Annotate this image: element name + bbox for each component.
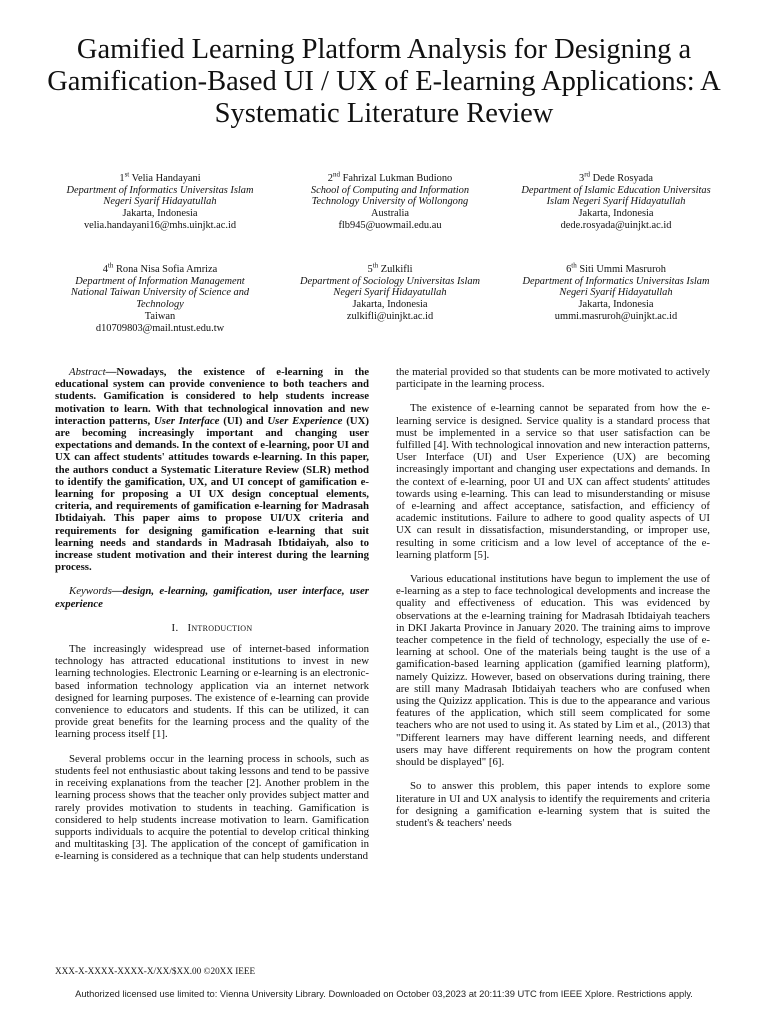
section-heading-introduction: I. Introduction — [171, 621, 253, 634]
author-location: Taiwan — [144, 310, 176, 322]
paragraph: The existence of e-learning cannot be separated from how the e-learning service is designed. Service quality is a standard process that must be implemented in a service so that user satisfaction can be fulfilled [4]. With technological innovation and new interaction patterns, User Interface (UI) and User Experience (UX) are becoming increasingly important and changing user expectations and demands. In the context of e-learning, poor UI and UX can affect students' attitudes towards using e-learning. This can lead to misunderstanding or misuse of e-learning and affect acceptance, satisfaction, and efficiency of academic institutions. Failure to adhere to good quality aspects of UI UX can result in dissatisfaction, misunderstanding, or improper use, resulting in some criticism and a low level of acceptance of the e-learning platform [5]. — [396, 402, 710, 561]
author-affiliation: School of Computing and Information Technology University of Wollongong — [310, 184, 470, 208]
author-location: Australia — [370, 208, 410, 220]
author-location: Jakarta, Indonesia — [122, 208, 198, 220]
author-affiliation: Department of Informatics Universitas Islam Negeri Syarif Hidayatullah — [522, 275, 710, 299]
author-email: d10709803@mail.ntust.edu.tw — [95, 322, 225, 334]
author-block-2: 2nd Fahrizal Lukman Budiono School of Computing and Information Technology University of Wollongong Australia flb945@uowmail.edu.au — [290, 173, 490, 232]
right-column — [396, 366, 710, 841]
author-email: flb945@uowmail.edu.au — [338, 219, 442, 231]
license-notice: Authorized licensed use limited to: Vienna University Library. Downloaded on October 03,2023 at 20:11:39 UTC from IEEE Xplore. Restrictions apply. — [75, 988, 693, 999]
author-affiliation: Department of Sociology Universitas Islam Negeri Syarif Hidayatullah — [299, 275, 481, 299]
abstract: Abstract—Nowadays, the existence of e-learning in the educational system can provide convenience to both teachers and students. Gamification is considered to help students increase motivation to learn. With that technological innovation and new interaction patterns, User Interface (UI) and User Experience (UX) are becoming increasingly important and changing user expectations and demands. In the context of e-learning, poor UI and UX can affect students' attitudes towards e-learning. In this paper, the authors conduct a Systematic Literature Review (SLR) method to identify the gamification, UX, and UI concept of gamification e-learning for proposing a UI UX design conceptual elements, criteria, and requirements of gamification e-learning for Madrasah Ibtidaiyah. This paper aims to propose UI/UX criteria and requirements for designing gamification e-learning that suit learning needs and standards in Madrasah Ibtidaiyah, also to increase student motivation and their interest during the learning process. — [55, 366, 369, 574]
paragraph: So to answer this problem, this paper intends to explore some literature in UI and UX analysis to identify the requirements and criteria for designing a gamification e-learning system that is suited the student's & teachers' needs — [396, 780, 710, 829]
author-email: zulkifli@uinjkt.ac.id — [346, 310, 434, 322]
author-name: Rona Nisa Sofia Amriza — [115, 264, 218, 275]
author-email: dede.rosyada@uinjkt.ac.id — [560, 219, 672, 231]
author-email: ummi.masruroh@uinjkt.ac.id — [554, 310, 678, 322]
paragraph: Several problems occur in the learning process in schools, such as students feel not enthusiastic about taking lessons and tend to be passive in receiving explanations from the teacher [2]. Another problem in the learning process shows that the teacher only provides subject matter and rarely provides motivation to students in teaching. Gamification is considered to help students increase motivation to learn. Gamification supports individuals to acquire the potential to develop critical thinking and multitasking [3]. The application of the concept of gamification in e-learning is considered as a technique that can help students understand — [55, 752, 369, 863]
author-name: Dede Rosyada — [592, 173, 653, 184]
paragraph: The increasingly widespread use of internet-based information technology has attracted educational institutions to invest in new learning technologies. Electronic Learning or e-learning is an electronic-based information technology application via an internet network designed for learning purposes. The existence of e-learning can provide convenience to educators and students. If this can be utilized, it can provide great benefits for the learning process and the quality of the learning process itself [1]. — [55, 643, 369, 741]
author-location: Jakarta, Indonesia — [578, 208, 654, 220]
author-name: Velia Handayani — [131, 173, 201, 184]
author-affiliation: Department of Informatics Universitas Islam Negeri Syarif Hidayatullah — [66, 184, 254, 208]
author-name: Siti Ummi Masruroh — [579, 264, 666, 275]
paragraph: the material provided so that students can be more motivated to actively participate in the learning process. — [396, 366, 710, 391]
author-block-1: 1st Velia Handayani Department of Informatics Universitas Islam Negeri Syarif Hidayatullah Jakarta, Indonesia velia.handayani16@mhs.uinjkt.ac.id — [60, 173, 260, 232]
author-name: Fahrizal Lukman Budiono — [342, 173, 453, 184]
author-block-6: 6th Siti Ummi Masruroh Department of Informatics Universitas Islam Negeri Syarif Hidayatullah Jakarta, Indonesia ummi.masruroh@uinjkt.ac.id — [516, 264, 716, 323]
author-block-4: 4th Rona Nisa Sofia Amriza Department of Information Management National Taiwan University of Science and Technology Taiwan d10709803@mail.ntust.edu.tw — [60, 264, 260, 334]
author-name: Zulkifli — [380, 264, 413, 275]
paper-title: Gamified Learning Platform Analysis for Designing a Gamification-Based UI / UX of E-learning Applications: A Systematic Literature Review — [47, 34, 721, 129]
author-email: velia.handayani16@mhs.uinjkt.ac.id — [83, 219, 237, 231]
author-affiliation: Department of Information Management National Taiwan University of Science and Technology — [70, 275, 250, 311]
author-block-3: 3rd Dede Rosyada Department of Islamic Education Universitas Islam Negeri Syarif Hidayatullah Jakarta, Indonesia dede.rosyada@uinjkt.ac.id — [516, 173, 716, 232]
author-affiliation: Department of Islamic Education Universitas Islam Negeri Syarif Hidayatullah — [521, 184, 711, 208]
paragraph: Various educational institutions have begun to implement the use of e-learning as a step to face technological developments and increase the quality and effectiveness of education. This was evidenced by observations at the e-learning training for Madrasah Ibtidaiyah teachers in DKI Jakarta Province in January 2020. The training aims to improve teacher competence in the field of technology, especially the use of e-learning at school. One of the materials being taught is the use of a gamification-based learning application (gamified learning platform), namely Quizizz. However, based on observations during training, there are still many Madrasah Ibtidaiyah teachers who are confused when using the Quizizz application. This is due to the appearance and various features of the application, which still seem complicated for some teachers who are not used to using it. As stated by Lim et al., (2013) that "Different learners may have different learning needs, and different users may have different requirements on how the program content should be displayed" [6]. — [396, 573, 710, 769]
left-column — [55, 366, 369, 875]
author-location: Jakarta, Indonesia — [578, 299, 654, 311]
keywords: Keywords—design, e-learning, gamification, user interface, user experience — [55, 585, 369, 610]
author-block-5: 5th Zulkifli Department of Sociology Universitas Islam Negeri Syarif Hidayatullah Jakarta, Indonesia zulkifli@uinjkt.ac.id — [290, 264, 490, 323]
footer-isbn: XXX-X-XXXX-XXXX-X/XX/$XX.00 ©20XX IEEE — [55, 966, 256, 976]
author-location: Jakarta, Indonesia — [352, 299, 428, 311]
